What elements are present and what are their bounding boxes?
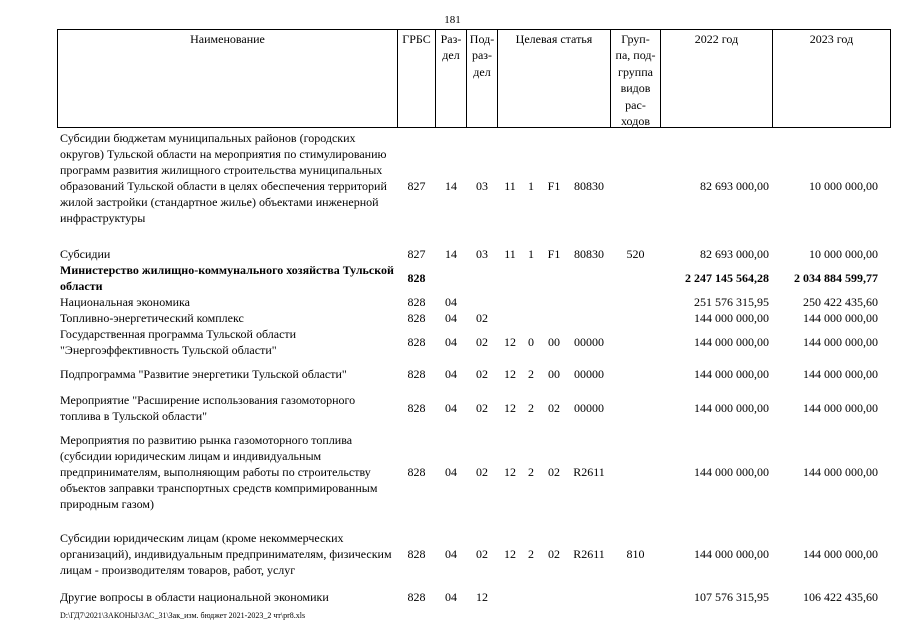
cell-grbs: 828	[407, 590, 426, 604]
cell-grbs: 828	[407, 401, 426, 415]
cell-y2022: 82 693 000,00	[700, 247, 769, 261]
cell-y2022: 107 576 315,95	[694, 590, 769, 604]
cell-cs3: F1	[547, 247, 561, 261]
cell-grbs: 828	[407, 465, 426, 479]
table-row	[0, 366, 905, 382]
cell-cs2: 1	[528, 247, 534, 261]
cell-grbs: 828	[407, 335, 426, 349]
row-name: Государственная программа Тульской области "Энергоэффективность Тульской области"	[60, 327, 297, 357]
header-target-article: Целевая статья	[515, 32, 593, 46]
cell-cs4: 80830	[574, 179, 604, 193]
cell-cs2: 2	[528, 547, 534, 561]
cell-y2023: 10 000 000,00	[809, 247, 878, 261]
cell-y2022: 144 000 000,00	[694, 311, 769, 325]
cell-grbs: 828	[407, 311, 426, 325]
cell-cs1: 11	[504, 179, 516, 193]
cell-podrazdel: 03	[476, 179, 488, 193]
cell-y2022: 144 000 000,00	[694, 547, 769, 561]
cell-cs2: 2	[528, 367, 534, 381]
header-grbs: ГРБС	[402, 32, 431, 46]
cell-grbs: 827	[407, 247, 426, 261]
header-name: Наименование	[190, 32, 265, 46]
cell-cs1: 12	[504, 335, 516, 349]
row-name: Топливно-энергетический комплекс	[60, 311, 244, 325]
row-name: Субсидии бюджетам муниципальных районов (городских округов) Тульской области на мероприятия по стимулированию программ развития жилищного строительства муниципальных образований Тульской области в целях обеспечения территорий жилой застройки (стандартное жилье) объектами инженерной инфраструктуры	[60, 131, 387, 225]
cell-cs1: 12	[504, 401, 516, 415]
table-row	[0, 262, 905, 294]
cell-y2023: 250 422 435,60	[803, 295, 878, 309]
row-name: Министерство жилищно-коммунального хозяйства Тульской области	[60, 263, 394, 293]
cell-y2022: 82 693 000,00	[700, 179, 769, 193]
row-name: Субсидии	[60, 247, 111, 261]
cell-vr: 520	[626, 247, 645, 261]
cell-razdel: 14	[445, 179, 457, 193]
cell-podrazdel: 03	[476, 247, 488, 261]
cell-y2023: 10 000 000,00	[809, 179, 878, 193]
table-row	[0, 589, 905, 605]
cell-cs3: 02	[548, 465, 560, 479]
page-number: 181	[444, 14, 461, 26]
cell-podrazdel: 02	[476, 367, 488, 381]
table-row	[0, 432, 905, 512]
cell-razdel: 04	[445, 335, 457, 349]
row-name: Субсидии юридическим лицам (кроме некоммерческих организаций), индивидуальным предпринимателям, физическим лицам - производителям товаров, работ, услуг	[60, 531, 392, 577]
row-name: Мероприятия по развитию рынка газомоторного топлива (субсидии юридическим лицам и индивидуальным предпринимателям, выполняющим работы по строительству объектов заправки транспортных средств компримированным природным газом)	[60, 433, 378, 511]
cell-cs1: 12	[504, 367, 516, 381]
cell-podrazdel: 02	[476, 547, 488, 561]
cell-cs4: 00000	[574, 367, 604, 381]
cell-grbs: 828	[407, 295, 426, 309]
cell-grbs: 827	[407, 179, 426, 193]
cell-cs3: 02	[548, 401, 560, 415]
table-row	[0, 310, 905, 326]
cell-cs4: R2611	[573, 465, 605, 479]
cell-cs2: 2	[528, 401, 534, 415]
cell-grbs: 828	[407, 547, 426, 561]
cell-cs1: 12	[504, 465, 516, 479]
table-row	[0, 530, 905, 578]
cell-y2022: 251 576 315,95	[694, 295, 769, 309]
cell-cs1: 12	[504, 547, 516, 561]
table-row	[0, 130, 905, 242]
table-row	[0, 392, 905, 424]
header-year-2022: 2022 год	[694, 32, 739, 46]
cell-y2023: 144 000 000,00	[803, 311, 878, 325]
cell-y2022: 144 000 000,00	[694, 465, 769, 479]
cell-y2022: 144 000 000,00	[694, 367, 769, 381]
cell-cs1: 11	[504, 247, 516, 261]
table-row	[0, 326, 905, 358]
cell-podrazdel: 02	[476, 465, 488, 479]
cell-y2022: 144 000 000,00	[694, 401, 769, 415]
row-name: Другие вопросы в области национальной экономики	[60, 590, 329, 604]
cell-y2023: 144 000 000,00	[803, 465, 878, 479]
cell-y2023: 144 000 000,00	[803, 367, 878, 381]
cell-podrazdel: 02	[476, 311, 488, 325]
cell-grbs: 828	[407, 271, 426, 285]
cell-razdel: 04	[445, 311, 457, 325]
cell-razdel: 04	[445, 547, 457, 561]
cell-cs4: R2611	[573, 547, 605, 561]
table-row	[0, 294, 905, 310]
cell-razdel: 04	[445, 590, 457, 604]
footer-file-path: D:\ГД7\2021\ЗАКОНЫ\ЗАС_31\Зак_изм. бюджет 2021-2023_2 чт\pr8.xls	[60, 611, 306, 620]
cell-y2023: 144 000 000,00	[803, 547, 878, 561]
cell-y2023: 106 422 435,60	[803, 590, 878, 604]
row-name: Мероприятие "Расширение использования газомоторного топлива в Тульской области"	[60, 393, 356, 423]
cell-y2022: 2 247 145 564,28	[685, 271, 769, 285]
cell-cs3: 02	[548, 547, 560, 561]
cell-grbs: 828	[407, 367, 426, 381]
cell-y2022: 144 000 000,00	[694, 335, 769, 349]
cell-cs3: F1	[547, 179, 561, 193]
cell-y2023: 144 000 000,00	[803, 401, 878, 415]
cell-razdel: 04	[445, 465, 457, 479]
cell-podrazdel: 12	[476, 590, 488, 604]
table-row	[0, 246, 905, 262]
cell-cs2: 0	[528, 335, 534, 349]
cell-y2023: 144 000 000,00	[803, 335, 878, 349]
cell-cs3: 00	[548, 367, 560, 381]
header-podrazdel: Под- раз- дел	[469, 32, 495, 79]
cell-cs4: 00000	[574, 335, 604, 349]
cell-podrazdel: 02	[476, 335, 488, 349]
cell-cs4: 00000	[574, 401, 604, 415]
cell-razdel: 04	[445, 367, 457, 381]
cell-cs2: 1	[528, 179, 534, 193]
cell-razdel: 04	[445, 401, 457, 415]
header-expense-group: Груп- па, под- группа видов рас- ходов	[615, 32, 656, 129]
row-name: Подпрограмма "Развитие энергетики Тульской области"	[60, 367, 347, 381]
cell-razdel: 04	[445, 295, 457, 309]
header-razdel: Раз- дел	[440, 32, 462, 63]
cell-cs4: 80830	[574, 247, 604, 261]
header-year-2023: 2023 год	[809, 32, 854, 46]
cell-razdel: 14	[445, 247, 457, 261]
cell-podrazdel: 02	[476, 401, 488, 415]
row-name: Национальная экономика	[60, 295, 190, 309]
cell-cs3: 00	[548, 335, 560, 349]
cell-vr: 810	[626, 547, 645, 561]
cell-y2023: 2 034 884 599,77	[794, 271, 878, 285]
cell-cs2: 2	[528, 465, 534, 479]
